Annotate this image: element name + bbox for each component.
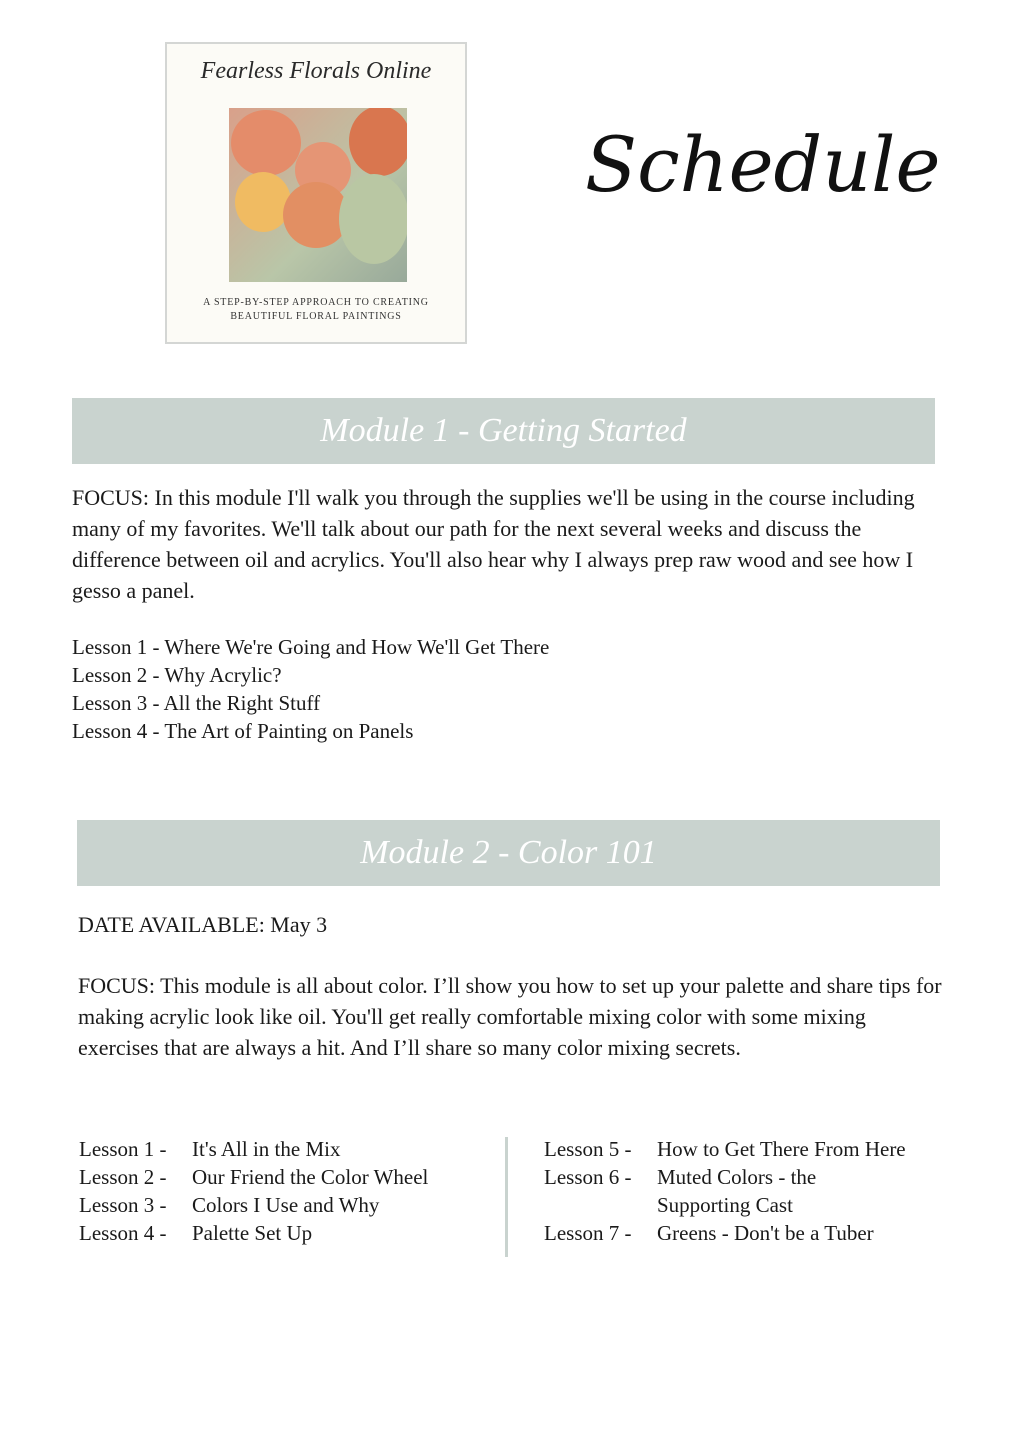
- module-1-focus: FOCUS: In this module I'll walk you through the supplies we'll be using in the course including many of my favorites. We'll talk about our path for the next several weeks and discuss the difference between oil and acrylics. You'll also hear why I always prep raw wood and see how I gesso a panel.: [72, 485, 915, 603]
- lesson-number: Lesson 4 -: [79, 1221, 167, 1245]
- module-1-lessons: [72, 633, 549, 745]
- lesson-number: Lesson 3 -: [79, 1193, 167, 1217]
- lesson-number: Lesson 6 -: [544, 1165, 632, 1189]
- lesson-item: [79, 1135, 428, 1163]
- page-title: Schedule: [585, 120, 941, 209]
- lesson-title: It's All in the Mix: [192, 1137, 341, 1161]
- lesson-number: Lesson 7 -: [544, 1221, 632, 1245]
- lesson-item: [544, 1163, 906, 1219]
- logo-subtitle-line: A STEP-BY-STEP APPROACH TO CREATING: [203, 297, 429, 308]
- module-2-lessons-left: [79, 1135, 428, 1247]
- column-divider: [505, 1137, 508, 1257]
- lesson-number: Lesson 1 -: [79, 1137, 167, 1161]
- module-2-lessons-right: [544, 1135, 906, 1247]
- lesson-number: Lesson 5 -: [544, 1137, 632, 1161]
- logo-subtitle-line: BEAUTIFUL FLORAL PAINTINGS: [230, 311, 402, 322]
- course-logo: [165, 42, 467, 344]
- module-2-focus: FOCUS: This module is all about color. I’ll show you how to set up your palette and share tips for making acrylic look like oil. You'll get really comfortable mixing color with some mixing exercises that are always a hit. And I’ll share so many color mixing secrets.: [78, 973, 942, 1060]
- module-1-banner: Module 1 - Getting Started: [72, 398, 935, 464]
- module-2-date: DATE AVAILABLE: May 3: [78, 912, 328, 937]
- lesson-item: Lesson 2 - Why Acrylic?: [72, 663, 282, 687]
- lesson-number: Lesson 2 -: [79, 1165, 167, 1189]
- lesson-item: [544, 1135, 906, 1163]
- lesson-item: Lesson 1 - Where We're Going and How We'll Get There: [72, 635, 550, 659]
- lesson-item: [544, 1219, 906, 1247]
- lesson-title: How to Get There From Here: [657, 1137, 906, 1161]
- logo-subtitle: [167, 296, 465, 324]
- lesson-title: Muted Colors - the Supporting Cast: [657, 1165, 817, 1217]
- floral-painting-image: [229, 108, 407, 282]
- lesson-title: Our Friend the Color Wheel: [192, 1165, 429, 1189]
- lesson-item: Lesson 4 - The Art of Painting on Panels: [72, 719, 414, 743]
- lesson-item: Lesson 3 - All the Right Stuff: [72, 691, 321, 715]
- lesson-title: Greens - Don't be a Tuber: [657, 1221, 874, 1245]
- lesson-item: [79, 1163, 428, 1191]
- lesson-title: Palette Set Up: [192, 1221, 313, 1245]
- lesson-item: [79, 1191, 428, 1219]
- lesson-item: [79, 1219, 428, 1247]
- logo-title: Fearless Florals Online: [200, 58, 432, 84]
- module-2-banner: Module 2 - Color 101: [77, 820, 940, 886]
- lesson-title: Colors I Use and Why: [192, 1193, 380, 1217]
